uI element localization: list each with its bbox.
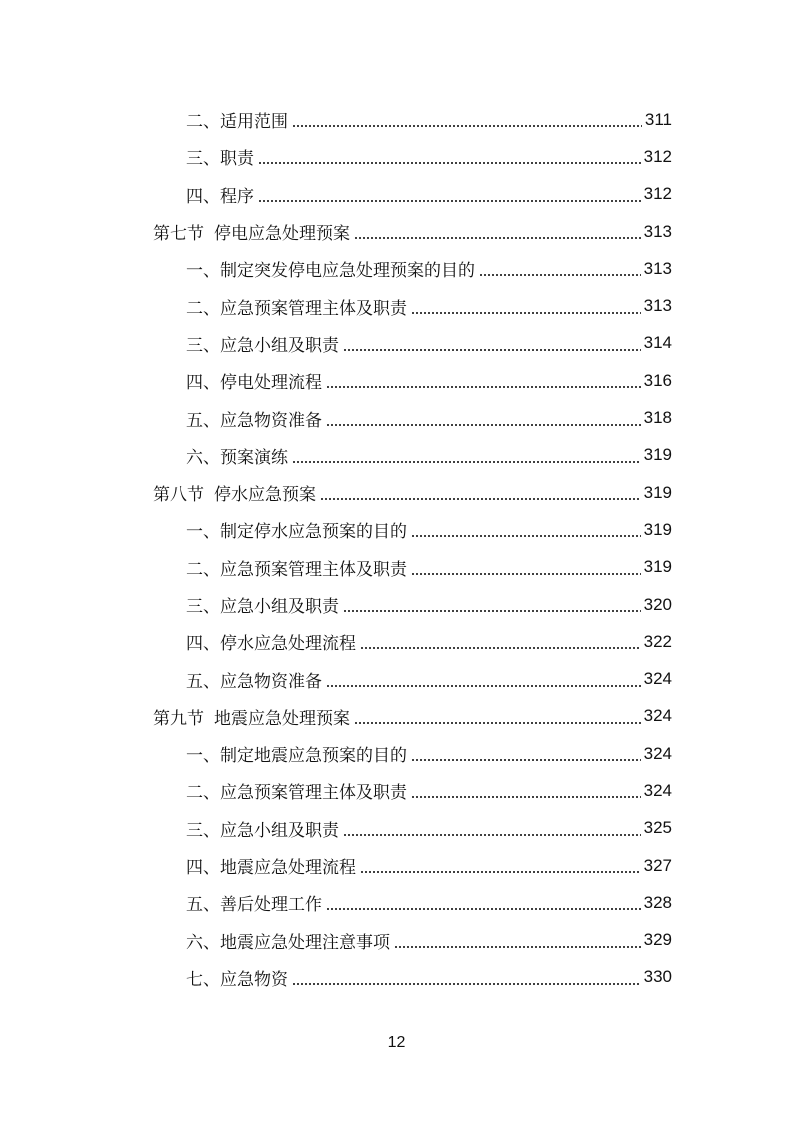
toc-entry-title: [153, 480, 316, 505]
toc-section-entry[interactable]: [0, 698, 793, 735]
toc-entry-title: [186, 182, 254, 207]
toc-section-entry[interactable]: [0, 474, 793, 511]
toc-entry-marker: 三、: [186, 820, 220, 841]
toc-entry-title: [153, 704, 350, 729]
toc-entry[interactable]: [0, 101, 793, 138]
toc-entry-page: 324: [643, 669, 672, 689]
toc-entry-marker: 五、: [186, 895, 220, 916]
toc-entry[interactable]: [0, 959, 793, 996]
toc-entry-text: 停水应急预案: [214, 485, 316, 506]
toc-entry-text: 应急预案管理主体及职责: [220, 783, 407, 804]
toc-entry-page: 313: [643, 296, 672, 316]
toc-entry-title: [186, 555, 407, 580]
toc-entry-page: 324: [643, 743, 672, 763]
toc-entry-marker: 三、: [186, 149, 220, 170]
toc-entry-text: 善后处理工作: [220, 895, 322, 916]
toc-entry-text: 制定地震应急预案的目的: [220, 746, 407, 767]
toc-entry-marker: 第七节: [153, 224, 204, 245]
toc-entry-text: 应急小组及职责: [220, 820, 339, 841]
toc-entry-marker: 二、: [186, 559, 220, 580]
toc-dot-leader: [326, 410, 641, 427]
toc-dot-leader: [354, 708, 641, 725]
toc-entry-page: 320: [643, 594, 672, 614]
toc-dot-leader: [360, 857, 641, 874]
toc-entry-text: 应急物资准备: [220, 671, 322, 692]
toc-entry-marker: 六、: [186, 447, 220, 468]
toc-entry-title: [186, 928, 390, 953]
toc-entry-text: 应急预案管理主体及职责: [220, 298, 407, 319]
toc-entry-marker: 二、: [186, 298, 220, 319]
toc-entry-title: [186, 741, 407, 766]
toc-dot-leader: [411, 559, 641, 576]
toc-entry[interactable]: [0, 325, 793, 362]
toc-entry-marker: 四、: [186, 634, 220, 655]
toc-entry-text: 制定突发停电应急处理预案的目的: [220, 261, 475, 282]
toc-entry[interactable]: [0, 660, 793, 697]
page-number: 12: [387, 1034, 406, 1051]
toc-dot-leader: [326, 894, 641, 911]
toc-entry-text: 地震应急处理预案: [214, 708, 350, 729]
toc-dot-leader: [292, 111, 642, 128]
toc-entry-title: [186, 629, 356, 654]
toc-entry-title: [186, 667, 322, 692]
toc-entry[interactable]: [0, 437, 793, 474]
toc-entry-text: 程序: [220, 186, 254, 207]
toc-dot-leader: [360, 633, 641, 650]
toc-entry-marker: 三、: [186, 335, 220, 356]
toc-entry-page: 313: [643, 258, 672, 278]
toc-dot-leader: [343, 335, 641, 352]
toc-entry[interactable]: [0, 735, 793, 772]
toc-dot-leader: [326, 671, 641, 688]
toc-entry-title: [186, 368, 322, 393]
toc-entry-marker: 五、: [186, 410, 220, 431]
toc-entry-title: [186, 406, 322, 431]
toc-entry-page: 330: [643, 967, 672, 987]
toc-entry-page: 311: [644, 109, 672, 129]
toc-entry-title: [186, 294, 407, 319]
toc-entry[interactable]: [0, 511, 793, 548]
toc-dot-leader: [343, 820, 641, 837]
toc-entry-marker: 第九节: [153, 708, 204, 729]
toc-entry-page: 318: [643, 408, 672, 428]
toc-entry[interactable]: [0, 586, 793, 623]
toc-entry[interactable]: [0, 287, 793, 324]
toc-dot-leader: [479, 260, 641, 277]
toc-entry-text: 应急物资准备: [220, 410, 322, 431]
toc-entry-page: 324: [643, 706, 672, 726]
toc-entry-text: 适用范围: [220, 112, 288, 133]
toc-entry-title: [186, 778, 407, 803]
toc-entry-page: 325: [643, 818, 672, 838]
toc-entry-title: [186, 107, 288, 132]
toc-entry[interactable]: [0, 884, 793, 921]
toc-entry-title: [186, 443, 288, 468]
toc-entry-marker: 一、: [186, 261, 220, 282]
toc-entry[interactable]: [0, 810, 793, 847]
toc-entry-text: 地震应急处理流程: [220, 858, 356, 879]
toc-entry-text: 职责: [220, 149, 254, 170]
toc-entry-title: [186, 256, 475, 281]
toc-dot-leader: [326, 372, 641, 389]
toc-entry-text: 停水应急处理流程: [220, 634, 356, 655]
toc-entry-page: 322: [643, 631, 672, 651]
toc-entry-text: 预案演练: [220, 447, 288, 468]
toc-entry-marker: 四、: [186, 186, 220, 207]
toc-section-entry[interactable]: [0, 213, 793, 250]
toc-entry-marker: 一、: [186, 522, 220, 543]
toc-dot-leader: [394, 932, 641, 949]
table-of-contents: [0, 101, 793, 996]
toc-entry[interactable]: [0, 922, 793, 959]
toc-entry-title: [186, 890, 322, 915]
toc-entry-marker: 四、: [186, 858, 220, 879]
toc-dot-leader: [343, 596, 641, 613]
toc-entry-title: [186, 331, 339, 356]
toc-entry-text: 应急小组及职责: [220, 597, 339, 617]
toc-dot-leader: [258, 186, 641, 203]
toc-dot-leader: [411, 745, 641, 762]
toc-entry[interactable]: [0, 399, 793, 436]
toc-entry-text: 制定停水应急预案的目的: [220, 522, 407, 543]
toc-dot-leader: [258, 148, 641, 165]
toc-entry-text: 停电应急处理预案: [214, 224, 350, 245]
toc-entry-page: 314: [643, 333, 672, 353]
toc-entry-title: [186, 853, 356, 878]
toc-entry[interactable]: [0, 847, 793, 884]
toc-entry-marker: 二、: [186, 112, 220, 133]
toc-dot-leader: [292, 969, 641, 986]
toc-entry-marker: 第八节: [153, 485, 204, 506]
toc-entry-marker: 二、: [186, 783, 220, 804]
toc-dot-leader: [320, 484, 641, 501]
toc-dot-leader: [411, 298, 641, 315]
toc-dot-leader: [354, 223, 641, 240]
toc-entry-page: 312: [643, 146, 672, 166]
toc-entry[interactable]: [0, 772, 793, 809]
toc-entry-title: [186, 517, 407, 542]
toc-entry-marker: 七、: [186, 969, 220, 990]
toc-entry-marker: 五、: [186, 671, 220, 692]
toc-entry-page: 324: [643, 780, 672, 800]
toc-dot-leader: [411, 521, 641, 538]
toc-entry[interactable]: [0, 176, 793, 213]
toc-entry-page: 313: [643, 221, 672, 241]
toc-entry[interactable]: [0, 549, 793, 586]
toc-entry-title: [186, 965, 288, 990]
toc-entry-page: 319: [643, 557, 672, 577]
toc-entry-page: 328: [643, 892, 672, 912]
toc-entry[interactable]: [0, 250, 793, 287]
toc-entry-text: 应急物资: [220, 969, 288, 990]
toc-entry-marker: 一、: [186, 746, 220, 767]
toc-entry-text: 停电处理流程: [220, 373, 322, 394]
toc-entry[interactable]: [0, 623, 793, 660]
toc-entry-marker: 六、: [186, 932, 220, 953]
toc-entry-title: [186, 816, 339, 841]
toc-entry-text: 应急小组及职责: [220, 335, 339, 356]
toc-entry-page: 319: [643, 445, 672, 465]
toc-entry-page: 319: [643, 519, 672, 539]
toc-entry-page: 319: [643, 482, 672, 502]
toc-dot-leader: [292, 447, 641, 464]
toc-dot-leader: [411, 782, 641, 799]
toc-entry-page: 327: [643, 855, 672, 875]
toc-entry-title: [186, 144, 254, 169]
toc-entry-title: [186, 592, 339, 617]
toc-entry-page: 329: [643, 930, 672, 950]
toc-entry-text: 应急预案管理主体及职责: [220, 559, 407, 580]
toc-entry-page: 312: [643, 184, 672, 204]
toc-entry-marker: 四、: [186, 373, 220, 394]
toc-entry[interactable]: [0, 138, 793, 175]
toc-entry-marker: 三、: [186, 597, 220, 617]
toc-entry-title: [153, 219, 350, 244]
toc-entry[interactable]: [0, 362, 793, 399]
toc-entry-text: 地震应急处理注意事项: [220, 932, 390, 953]
toc-entry-page: 316: [643, 370, 672, 390]
